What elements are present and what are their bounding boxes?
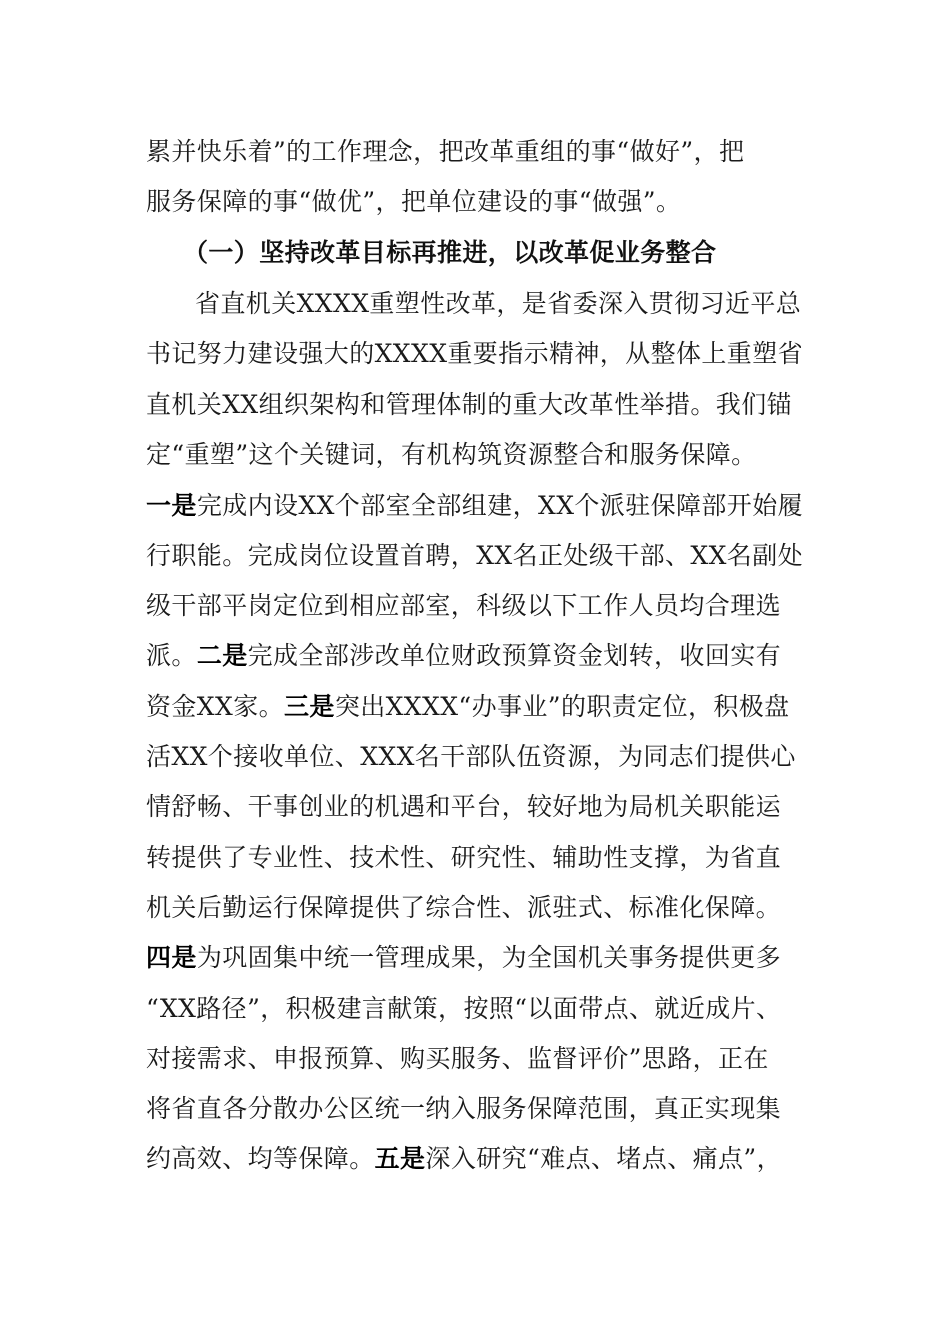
text-run: 约高效、均等保障。 — [146, 1144, 375, 1173]
paragraph-line — [146, 640, 781, 672]
text-run: 情舒畅、干事创业的机遇和平台，较好地为局机关职能运 — [146, 792, 782, 821]
paragraph-line — [146, 490, 803, 522]
section-heading: （一）坚持改革目标再推进，以改革促业务整合 — [183, 238, 717, 267]
text-run: 省直机关XXXX重塑性改革，是省委深入贯彻习近平总 — [195, 289, 802, 318]
paragraph-line — [146, 590, 781, 622]
text-run: 服务保障的事“做优”，把单位建设的事“做强”。 — [146, 187, 682, 216]
text-run: 直机关XX组织架构和管理体制的重大改革性举措。我们锚 — [146, 390, 792, 419]
text-run: 行职能。完成岗位设置首聘，XX名正处级干部、XX名副处 — [146, 541, 803, 570]
bold-enumerator: 二是 — [196, 641, 248, 670]
text-run: 对接需求、申报预算、购买服务、监督评价”思路，正在 — [146, 1044, 769, 1073]
text-run: 活XX个接收单位、XXX名干部队伍资源，为同志们提供心 — [146, 742, 796, 771]
bold-enumerator: 四是 — [146, 943, 197, 972]
paragraph-line — [146, 1093, 781, 1125]
paragraph-line — [146, 741, 796, 773]
paragraph-line — [146, 942, 781, 974]
text-run: 完成内设XX个部室全部组建，XX个派驻保障部开始履 — [196, 491, 804, 520]
text-run: 转提供了专业性、技术性、研究性、辅助性支撑，为省直 — [146, 843, 782, 872]
text-run: 机关后勤运行保障提供了综合性、派驻式、标准化保障。 — [146, 893, 782, 922]
bold-enumerator: 五是 — [374, 1144, 426, 1173]
text-run: 书记努力建设强大的XXXX重要指示精神，从整体上重塑省 — [146, 339, 803, 368]
paragraph-line — [146, 439, 757, 471]
text-run: 级干部平岗定位到相应部室，科级以下工作人员均合理选 — [146, 591, 782, 620]
text-run: 派。 — [146, 641, 197, 670]
paragraph-line — [146, 842, 781, 874]
paragraph-line — [146, 791, 781, 823]
paragraph-line — [146, 389, 792, 421]
text-run: 完成全部涉改单位财政预算资金划转，收回实有 — [247, 641, 782, 670]
paragraph-line — [146, 136, 744, 168]
paragraph-line — [146, 993, 781, 1025]
paragraph-line — [146, 338, 803, 370]
paragraph-line — [146, 1143, 782, 1175]
bold-enumerator: 一是 — [146, 491, 197, 520]
paragraph-line — [146, 892, 781, 924]
paragraph-line — [146, 540, 803, 572]
text-run: “XX路径”，积极建言献策，按照“以面带点、就近成片、 — [146, 994, 782, 1023]
paragraph-line — [195, 288, 801, 320]
text-run: 为巩固集中统一管理成果，为全国机关事务提供更多 — [196, 943, 782, 972]
text-run: 突出XXXX“办事业”的职责定位，积极盘 — [334, 692, 790, 721]
text-run: 累并快乐着”的工作理念，把改革重组的事“做好”，把 — [146, 137, 745, 166]
text-run: 将省直各分散办公区统一纳入服务保障范围，真正实现集 — [146, 1094, 782, 1123]
text-run: 定“重塑”这个关键词，有机构筑资源整合和服务保障。 — [146, 440, 757, 469]
paragraph-line — [146, 691, 790, 723]
text-run: 深入研究“难点、堵点、痛点”， — [425, 1144, 782, 1173]
paragraph-line — [146, 186, 681, 218]
bold-enumerator: 三是 — [284, 692, 335, 721]
text-run: 资金XX家。 — [146, 692, 284, 721]
paragraph-line — [146, 1043, 769, 1075]
